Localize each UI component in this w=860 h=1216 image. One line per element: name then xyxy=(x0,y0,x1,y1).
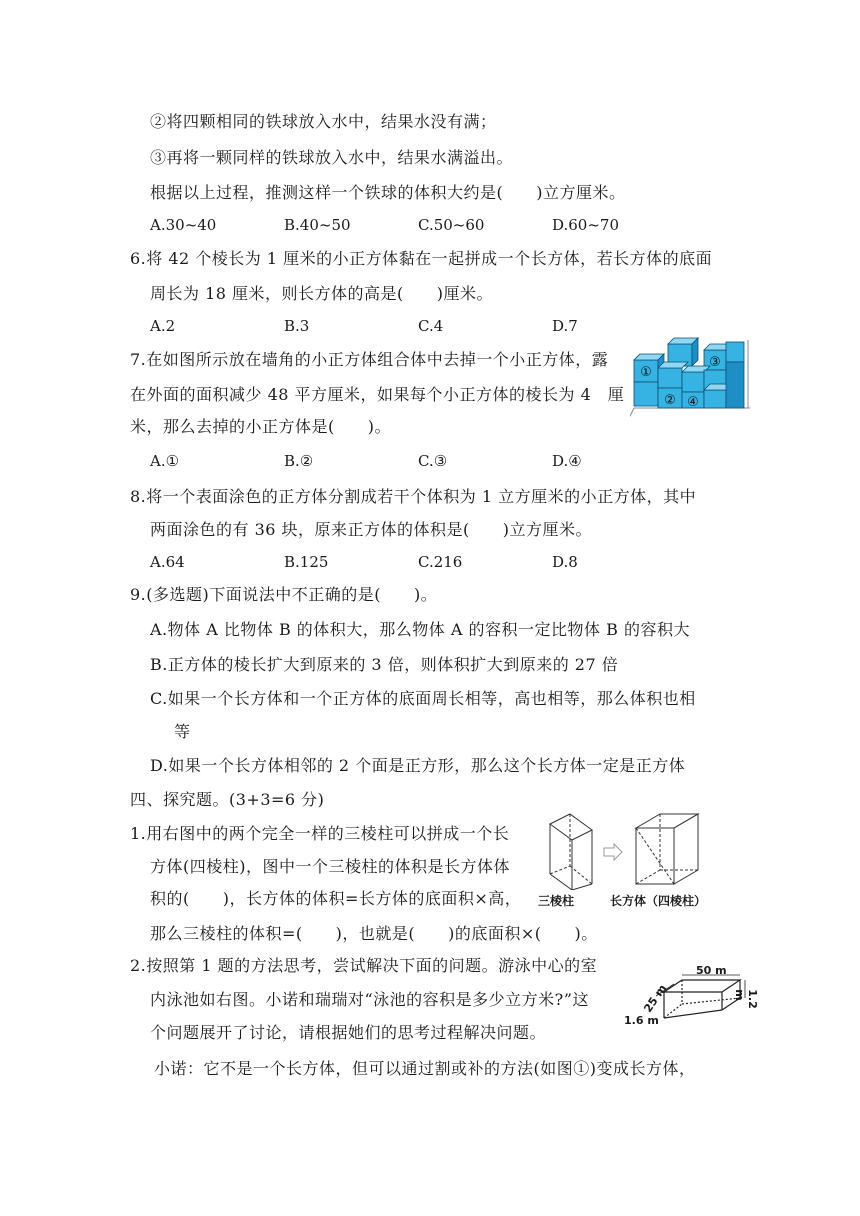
q5-option-d[interactable]: D.60~70 xyxy=(552,216,620,234)
q8-line1: 8.将一个表面涂色的正方体分割成若干个体积为 1 立方厘米的小正方体，其中 xyxy=(130,487,697,506)
section-4-heading: 四、探究题。(3+3=6 分) xyxy=(130,790,325,809)
q7-label-1: ① xyxy=(640,365,652,380)
q6-option-a[interactable]: A.2 xyxy=(150,317,176,335)
p1-prism-caption: 三棱柱 xyxy=(538,894,575,908)
q5-option-b[interactable]: B.40~50 xyxy=(284,216,351,234)
p2-dim-deep: 1.6 m xyxy=(624,1014,659,1027)
p1-line1: 1.用右图中的两个完全一样的三棱柱可以拼成一个长 xyxy=(130,824,510,843)
p1-line4: 那么三棱柱的体积=( )，也就是( )的底面积×( )。 xyxy=(150,924,598,943)
q6-line1: 6.将 42 个棱长为 1 厘米的小正方体黏在一起拼成一个长方体，若长方体的底面 xyxy=(130,249,713,268)
q5-option-c[interactable]: C.50~60 xyxy=(418,216,485,234)
q7-line3: 米，那么去掉的小正方体是( )。 xyxy=(130,417,391,436)
p2-dim-shallow: 1.2 m xyxy=(732,989,759,1009)
p1-line2: 方体(四棱柱)，图中一个三棱柱的体积是长方体体 xyxy=(150,857,510,876)
q7-line2: 在外面的面积减少 48 平方厘米，如果每个小正方体的棱长为 4 厘 xyxy=(130,385,625,404)
q9-option-d[interactable]: D.如果一个长方体相邻的 2 个面是正方形，那么这个长方体一定是正方体 xyxy=(150,756,686,775)
q5-option-a[interactable]: A.30~40 xyxy=(150,216,217,234)
q7-option-d[interactable]: D.④ xyxy=(552,452,582,470)
q8-option-a[interactable]: A.64 xyxy=(150,553,185,571)
q9-option-b[interactable]: B.正方体的棱长扩大到原来的 3 倍，则体积扩大到原来的 27 倍 xyxy=(150,655,619,674)
q7-label-3: ③ xyxy=(709,355,721,370)
p2-line3: 个问题展开了讨论，请根据她们的思考过程解决问题。 xyxy=(150,1023,547,1042)
q6-option-b[interactable]: B.3 xyxy=(284,317,310,335)
q7-option-c[interactable]: C.③ xyxy=(418,452,448,470)
q5-step2: ②将四颗相同的铁球放入水中，结果水没有满； xyxy=(150,112,497,131)
q9-stem: 9.(多选题)下面说法中不正确的是( )。 xyxy=(130,585,438,604)
q6-option-c[interactable]: C.4 xyxy=(418,317,444,335)
q9-option-c[interactable]: C.如果一个长方体和一个正方体的底面周长相等，高也相等，那么体积也相 xyxy=(150,689,696,708)
q6-line2: 周长为 18 厘米，则长方体的高是( )厘米。 xyxy=(150,284,494,303)
q8-option-d[interactable]: D.8 xyxy=(552,553,578,571)
q7-option-b[interactable]: B.② xyxy=(284,452,314,470)
q7-label-2: ② xyxy=(664,393,676,408)
p2-line1: 2.按照第 1 题的方法思考，尝试解决下面的问题。游泳中心的室 xyxy=(130,956,598,975)
p1-line3: 积的( )，长方体的体积=长方体的底面积×高， xyxy=(150,889,522,908)
p2-line4: 小诺：它不是一个长方体，但可以通过割或补的方法(如图①)变成长方体， xyxy=(154,1059,696,1078)
q7-label-4: ④ xyxy=(687,395,699,410)
p2-pool-figure xyxy=(622,964,759,1038)
p1-prism-diagram xyxy=(536,810,748,890)
p2-dim-width: 25 m xyxy=(641,982,670,1015)
q7-option-a[interactable]: A.① xyxy=(150,452,180,470)
q8-line2: 两面涂色的有 36 块，原来正方体的体积是( )立方厘米。 xyxy=(150,520,593,539)
q9-option-a[interactable]: A.物体 A 比物体 B 的体积大，那么物体 A 的容积一定比物体 B 的容积大 xyxy=(150,620,690,639)
arrow-right-icon xyxy=(604,844,622,860)
q5-question: 根据以上过程，推测这样一个铁球的体积大约是( )立方厘米。 xyxy=(150,183,626,202)
q7-line1: 7.在如图所示放在墙角的小正方体组合体中去掉一个小正方体，露 xyxy=(130,350,609,369)
p2-dim-length: 50 m xyxy=(696,964,727,977)
q6-option-d[interactable]: D.7 xyxy=(552,317,578,335)
q7-cube-figure xyxy=(630,334,756,428)
q5-step3: ③再将一颗同样的铁球放入水中，结果水满溢出。 xyxy=(150,148,514,167)
p1-figure xyxy=(536,810,748,910)
q8-option-b[interactable]: B.125 xyxy=(284,553,329,571)
q9-option-c-cont: 等 xyxy=(174,722,191,741)
p2-line2: 内泳池如右图。小诺和瑞瑞对“泳池的容积是多少立方米?”这 xyxy=(150,990,589,1009)
q8-option-c[interactable]: C.216 xyxy=(418,553,463,571)
p1-cuboid-caption: 长方体（四棱柱） xyxy=(610,894,707,908)
